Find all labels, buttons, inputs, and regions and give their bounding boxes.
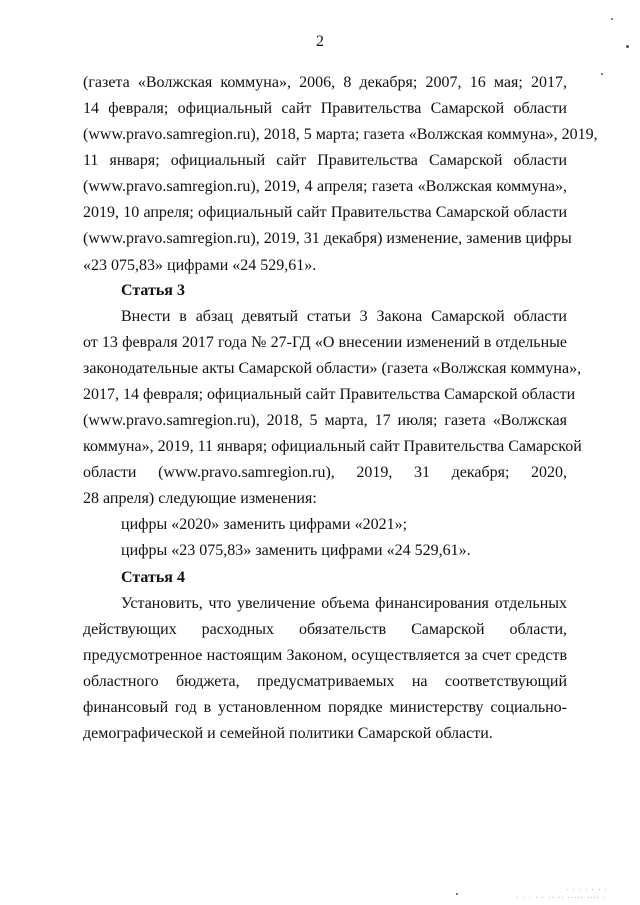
text-line: области (www.pravo.samregion.ru), 2019, 31 декабря; 2020, xyxy=(83,464,567,481)
scan-noise: · · · · · · · xyxy=(566,886,608,894)
text-line: (www.pravo.samregion.ru), 2019, 31 декабря) изменение, заменив цифры xyxy=(83,230,572,247)
text-line: (www.pravo.samregion.ru), 2019, 4 апреля; газета «Волжская коммуна», xyxy=(83,178,567,195)
text-line: 2017, 14 февраля; официальный сайт Правительства Самарской области xyxy=(83,386,576,403)
text-line: 11 января; официальный сайт Правительства Самарской области xyxy=(83,152,567,169)
text-line: предусмотренное настоящим Законом, осуществляется за счет средств xyxy=(83,647,567,664)
text-line: «23 075,83» цифрами «24 529,61». xyxy=(83,257,317,274)
text-line: цифры «2020» заменить цифрами «2021»; xyxy=(121,516,408,533)
text-line: областного бюджета, предусматриваемых на соответствующий xyxy=(83,673,567,690)
text-line: (газета «Волжская коммуна», 2006, 8 декабря; 2007, 16 мая; 2017, xyxy=(83,74,567,91)
text-line: 14 февраля; официальный сайт Правительства Самарской области xyxy=(83,100,567,117)
text-line: Установить, что увеличение объема финансирования отдельных xyxy=(121,595,567,612)
text-line: 28 апреля) следующие изменения: xyxy=(83,490,317,507)
text-line: демографической и семейной политики Самарской области. xyxy=(83,725,493,742)
scan-speck xyxy=(626,45,629,48)
text-line: законодательные акты Самарской области» (газета «Волжская коммуна», xyxy=(83,360,582,377)
article-4-heading: Статья 4 xyxy=(121,569,185,586)
page-number: 2 xyxy=(316,33,324,50)
scan-noise: · · · · · ·· ·· ····· ···· · xyxy=(516,894,607,902)
scan-speck xyxy=(456,893,458,895)
text-line: (www.pravo.samregion.ru), 2018, 5 марта; газета «Волжская коммуна», 2019, xyxy=(83,126,598,143)
scan-speck xyxy=(601,73,603,75)
text-line: от 13 февраля 2017 года № 27-ГД «О внесении изменений в отдельные xyxy=(83,334,567,351)
scan-speck xyxy=(611,18,613,20)
text-line: цифры «23 075,83» заменить цифрами «24 529,61». xyxy=(121,542,471,559)
text-line: Внести в абзац девятый статьи 3 Закона Самарской области xyxy=(121,308,567,325)
text-line: действующих расходных обязательств Самарской области, xyxy=(83,621,567,638)
text-line: коммуна», 2019, 11 января; официальный сайт Правительства Самарской xyxy=(83,438,582,455)
text-line: 2019, 10 апреля; официальный сайт Правительства Самарской области xyxy=(83,204,567,221)
article-3-heading: Статья 3 xyxy=(121,282,185,299)
text-line: финансовый год в установленном порядке министерству социально- xyxy=(83,699,567,716)
text-line: (www.pravo.samregion.ru), 2018, 5 марта, 17 июля; газета «Волжская xyxy=(83,412,567,429)
